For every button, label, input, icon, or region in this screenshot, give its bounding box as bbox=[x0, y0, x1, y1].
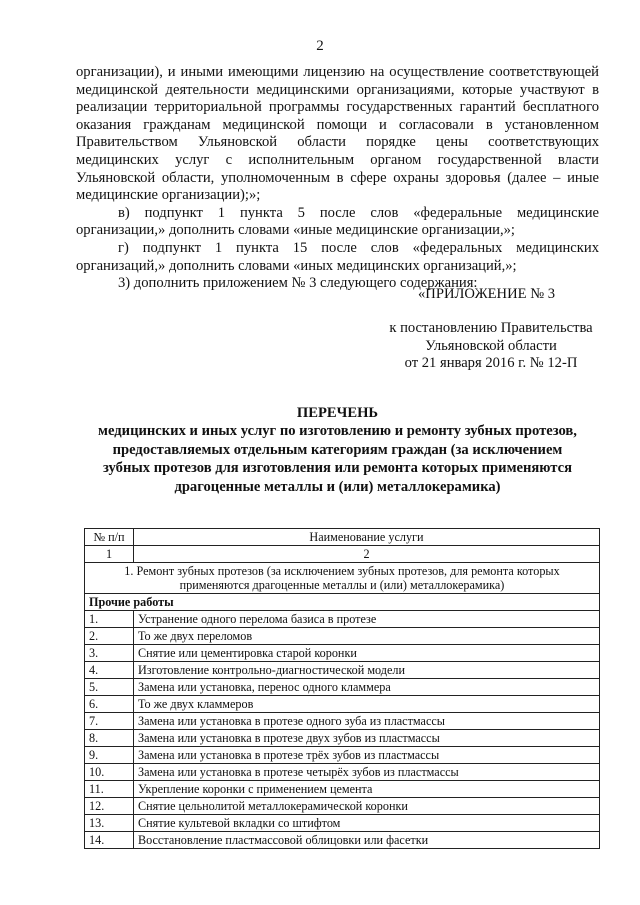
row-service-name: Снятие или цементировка старой коронки bbox=[134, 645, 600, 662]
table-index-row bbox=[85, 546, 600, 563]
row-service-name: Замена или установка в протезе четырёх зубов из пластмассы bbox=[134, 764, 600, 781]
row-service-name: Замена или установка, перенос одного кламмера bbox=[134, 679, 600, 696]
row-number: 6. bbox=[85, 696, 134, 713]
row-number: 5. bbox=[85, 679, 134, 696]
row-service-name: То же двух кламмеров bbox=[134, 696, 600, 713]
row-number: 10. bbox=[85, 764, 134, 781]
paragraph: организации), и иными имеющими лицензию на осуществление соответствующей медицинской деятельности медицинскими организациями, которые участвуют в реализации территориальной программы государственных гарантий бесплатного оказания гражданам медицинской помощи и согласовали в установленном Правительством Ульяновской области порядке цены соответствующих медицинских услуг с исполнительным органом государственной власти Ульяновской области, уполномоченным в сфере охраны здоровья (далее – иные медицинские организации);»; bbox=[76, 64, 599, 204]
row-service-name: Изготовление контрольно-диагностической модели bbox=[134, 662, 600, 679]
row-service-name: Устранение одного перелома базиса в протезе bbox=[134, 611, 600, 628]
list-heading bbox=[76, 404, 599, 496]
table-row bbox=[85, 747, 600, 764]
row-number: 9. bbox=[85, 747, 134, 764]
heading-line: зубных протезов для изготовления или ремонта которых применяются bbox=[103, 460, 572, 477]
row-service-name: Замена или установка в протезе одного зуба из пластмассы bbox=[134, 713, 600, 730]
table-row bbox=[85, 832, 600, 849]
section-title: 1. Ремонт зубных протезов (за исключением зубных протезов, для ремонта которых применяются драгоценные металлы и (или) металлокерамика) bbox=[85, 563, 600, 594]
col-number-header: № п/п bbox=[85, 529, 134, 546]
table-row bbox=[85, 662, 600, 679]
row-number: 3. bbox=[85, 645, 134, 662]
table-row bbox=[85, 815, 600, 832]
decree-line: от 21 января 2016 г. № 12-П bbox=[404, 355, 578, 372]
row-service-name: То же двух переломов bbox=[134, 628, 600, 645]
row-service-name: Снятие культевой вкладки со штифтом bbox=[134, 815, 600, 832]
table-row bbox=[85, 713, 600, 730]
col-name-index: 2 bbox=[134, 546, 600, 563]
paragraph: г) подпункт 1 пункта 15 после слов «федеральных медицинских организаций,» дополнить словами «иных медицинских организаций,»; bbox=[76, 239, 599, 274]
table-row bbox=[85, 764, 600, 781]
table-row bbox=[85, 611, 600, 628]
table-row bbox=[85, 645, 600, 662]
heading-line: медицинских и иных услуг по изготовлению и ремонту зубных протезов, bbox=[98, 423, 577, 440]
table-row bbox=[85, 679, 600, 696]
col-number-index: 1 bbox=[85, 546, 134, 563]
heading-line: драгоценные металлы и (или) металлокерамика) bbox=[174, 478, 501, 495]
subsection-row bbox=[85, 594, 600, 611]
table-row bbox=[85, 730, 600, 747]
service-rows bbox=[85, 611, 600, 849]
heading-title: ПЕРЕЧЕНЬ bbox=[296, 405, 379, 421]
decree-line: к постановлению Правительства bbox=[389, 320, 593, 336]
row-number: 13. bbox=[85, 815, 134, 832]
row-service-name: Замена или установка в протезе двух зубов из пластмассы bbox=[134, 730, 600, 747]
row-number: 12. bbox=[85, 798, 134, 815]
appendix-title: «ПРИЛОЖЕНИЕ № 3 bbox=[418, 286, 556, 302]
row-number: 4. bbox=[85, 662, 134, 679]
page-number: 2 bbox=[316, 38, 324, 54]
body-text bbox=[76, 64, 599, 293]
row-number: 11. bbox=[85, 781, 134, 798]
row-number: 7. bbox=[85, 713, 134, 730]
subsection-title: Прочие работы bbox=[85, 594, 600, 611]
paragraph: 3) дополнить приложением № 3 следующего содержания: bbox=[118, 275, 478, 292]
row-number: 14. bbox=[85, 832, 134, 849]
row-service-name: Снятие цельнолитой металлокерамической коронки bbox=[134, 798, 600, 815]
table-header-row bbox=[85, 529, 600, 546]
row-service-name: Укрепление коронки с применением цемента bbox=[134, 781, 600, 798]
services-table bbox=[84, 528, 600, 849]
row-number: 8. bbox=[85, 730, 134, 747]
row-number: 1. bbox=[85, 611, 134, 628]
table-row bbox=[85, 798, 600, 815]
row-service-name: Восстановление пластмассовой облицовки или фасетки bbox=[134, 832, 600, 849]
heading-line: предоставляемых отдельным категориям граждан (за исключением bbox=[112, 441, 563, 458]
section-row bbox=[85, 563, 600, 594]
row-service-name: Замена или установка в протезе трёх зубов из пластмассы bbox=[134, 747, 600, 764]
decree-line: Ульяновской области bbox=[425, 337, 557, 354]
table-row bbox=[85, 781, 600, 798]
row-number: 2. bbox=[85, 628, 134, 645]
appendix-decree bbox=[380, 320, 602, 373]
table-row bbox=[85, 696, 600, 713]
col-name-header: Наименование услуги bbox=[134, 529, 600, 546]
table-row bbox=[85, 628, 600, 645]
paragraph: в) подпункт 1 пункта 5 после слов «федеральные медицинские организации,» дополнить словами «иные медицинские организации,»; bbox=[76, 204, 599, 239]
